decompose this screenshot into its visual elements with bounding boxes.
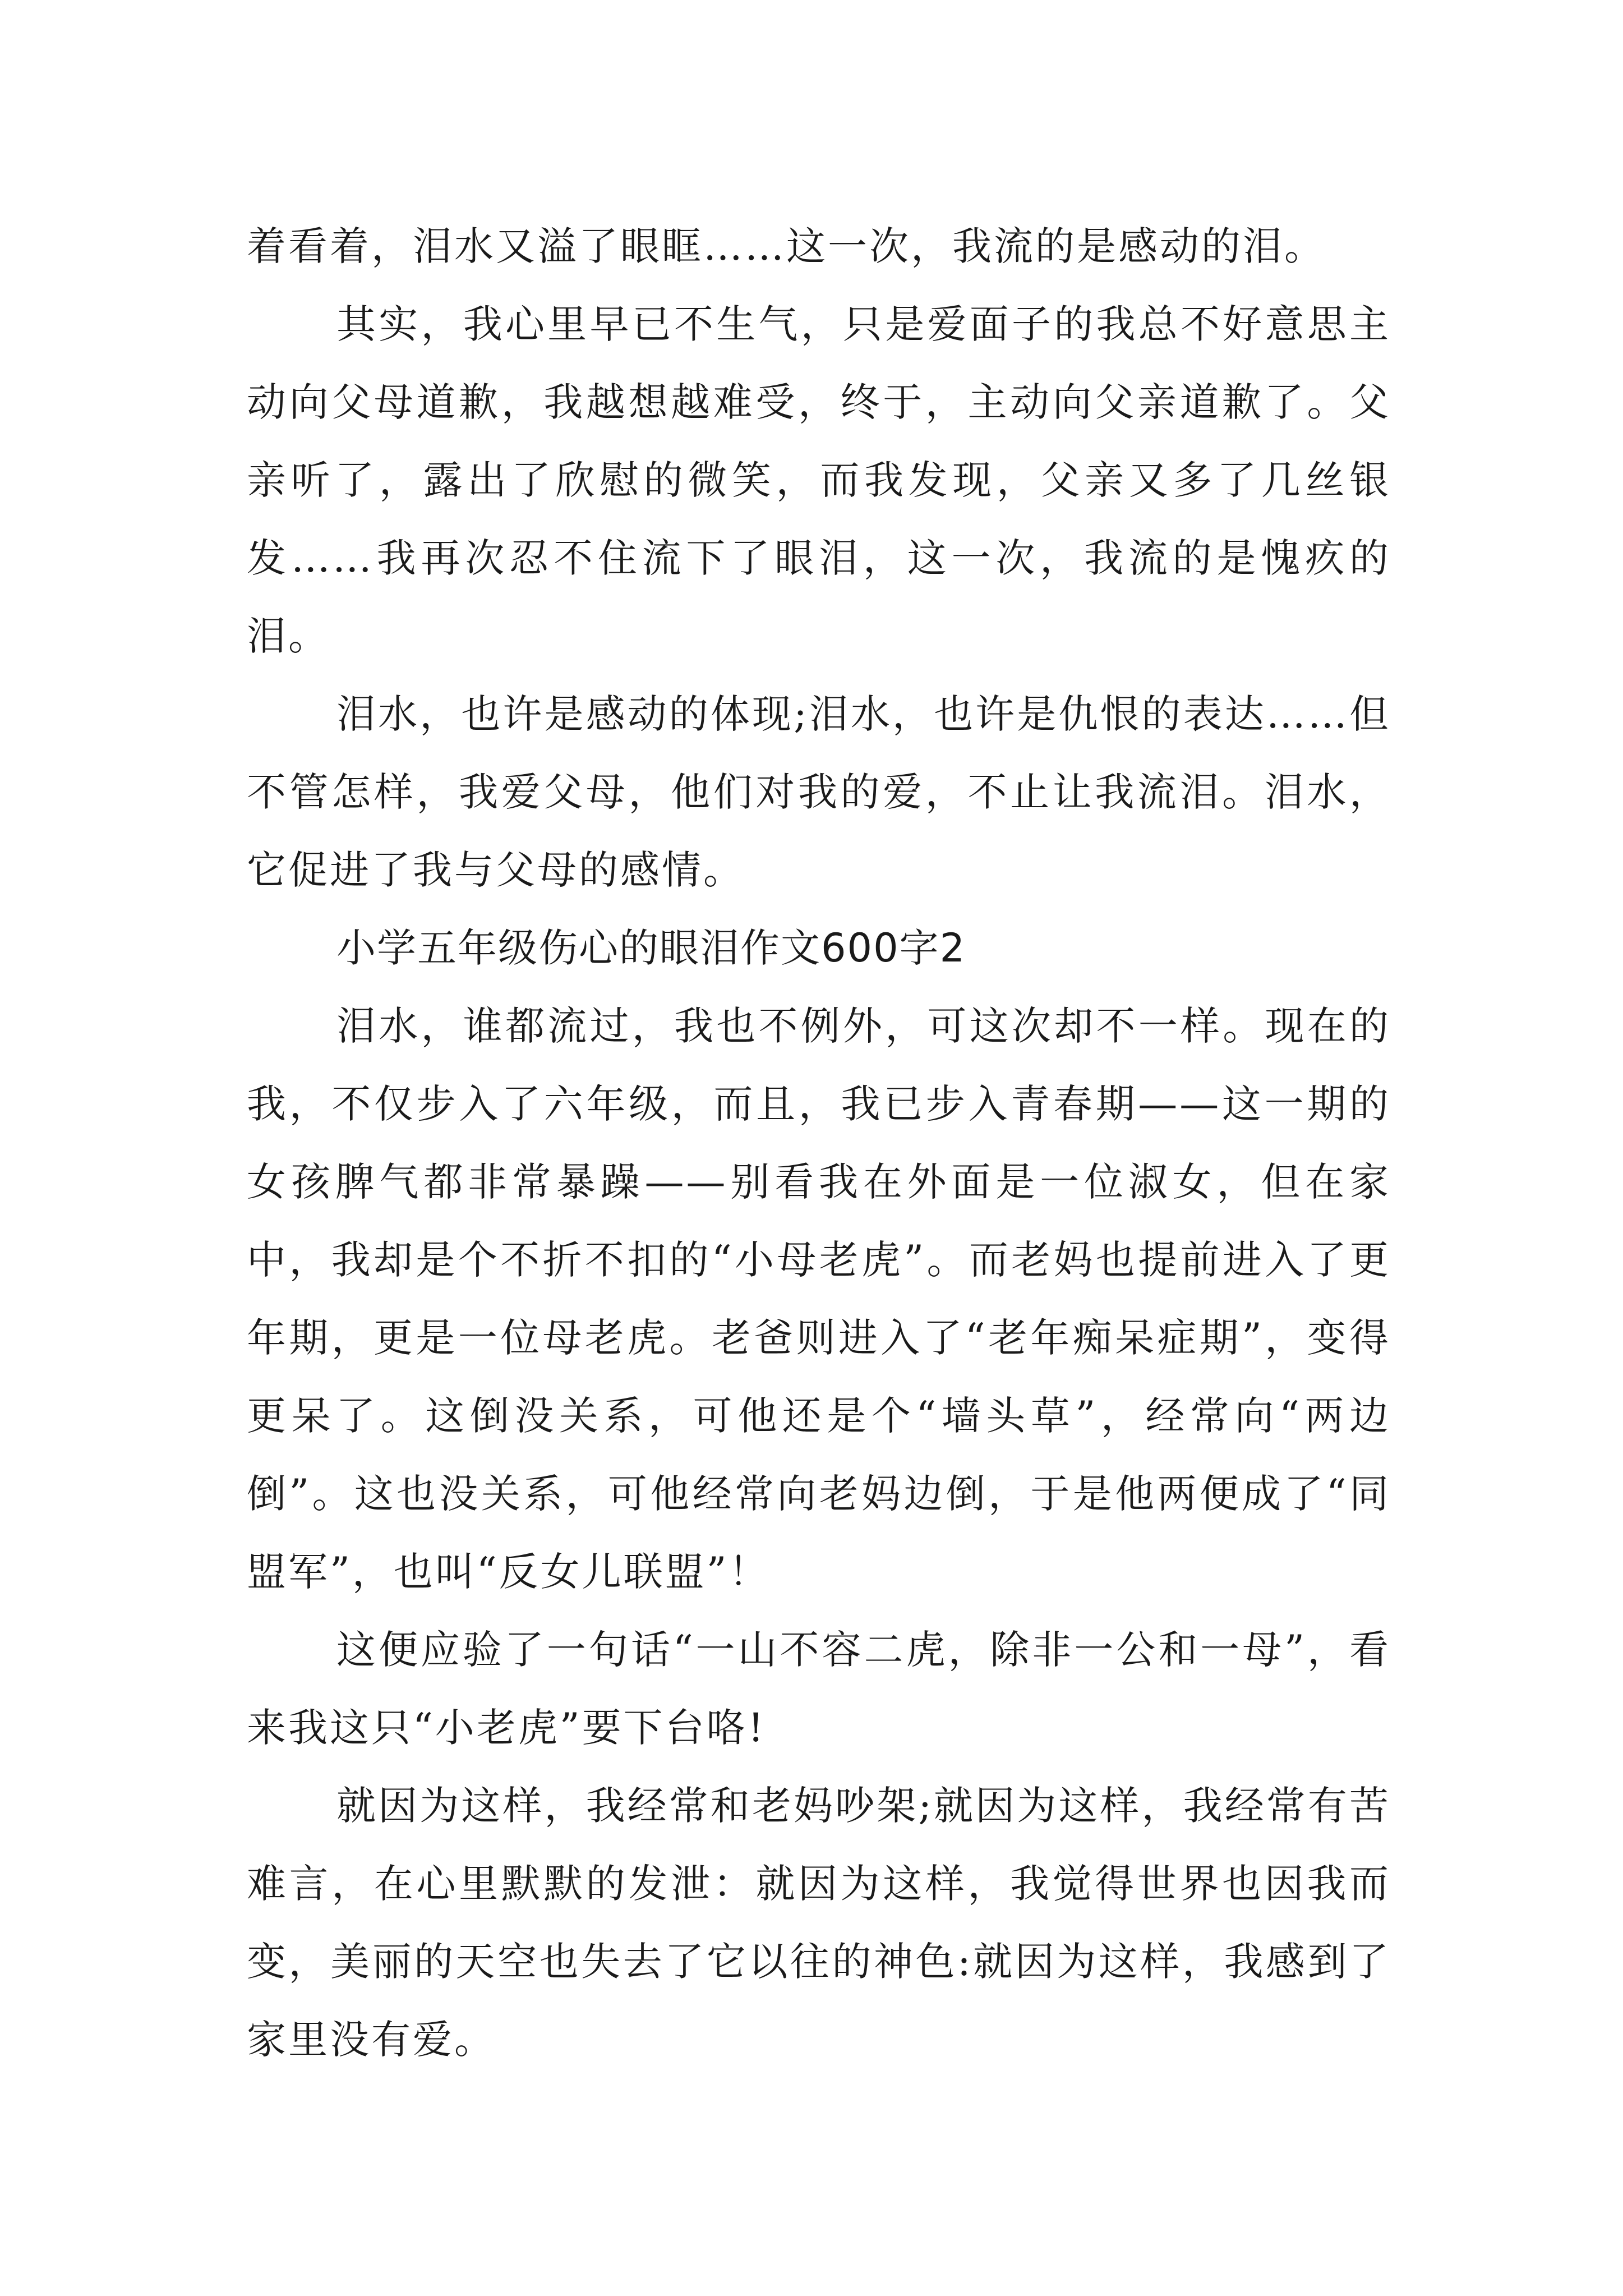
paragraph-continuation: 着看着，泪水又溢了眼眶……这一次，我流的是感动的泪。 — [247, 223, 1326, 269]
paragraph-family-story: 泪水，谁都流过，我也不例外，可这次却不一样。现在的我，不仅步入了六年级，而且，我已步入青春期——这一期的女孩脾气都非常暴躁——别看我在外面是一位淑女，但在家中，我却是个不折不扣的“小母老虎”。而老妈也提前进入了更年期，更是一位母老虎。老爸则进入了“老年痴呆症期”，变得更呆了。这倒没关系，可他还是个“墙头草”，经常向“两边倒”。这也没关系，可他经常向老妈边倒，于是他两便成了“同盟军”，也叫“反女儿联盟”！ — [247, 1003, 1391, 1595]
paragraph-apology: 其实，我心里早已不生气，只是爱面子的我总不好意思主动向父母道歉，我越想越难受，终于，主动向父亲道歉了。父亲听了，露出了欣慰的微笑，而我发现，父亲又多了几丝银发……我再次忍不住流下了眼泪，这一次，我流的是愧疚的泪。 — [247, 301, 1391, 659]
paragraph-conflict: 就因为这样，我经常和老妈吵架;就因为这样，我经常有苦难言，在心里默默的发泄：就因为这样，我觉得世界也因我而变，美丽的天空也失去了它以往的神色:就因为这样，我感到了家里没有爱。 — [247, 1783, 1391, 2063]
essay-title: 小学五年级伤心的眼泪作文600字2 — [336, 925, 966, 971]
document-body — [247, 208, 1391, 2079]
paragraph-proverb: 这便应验了一句话“一山不容二虎，除非一公和一母”，看来我这只“小老虎”要下台咯! — [247, 1627, 1391, 1751]
paragraph-tears-summary: 泪水，也许是感动的体现;泪水，也许是仇恨的表达……但不管怎样，我爱父母，他们对我的爱，不止让我流泪。泪水，它促进了我与父母的感情。 — [247, 691, 1391, 893]
